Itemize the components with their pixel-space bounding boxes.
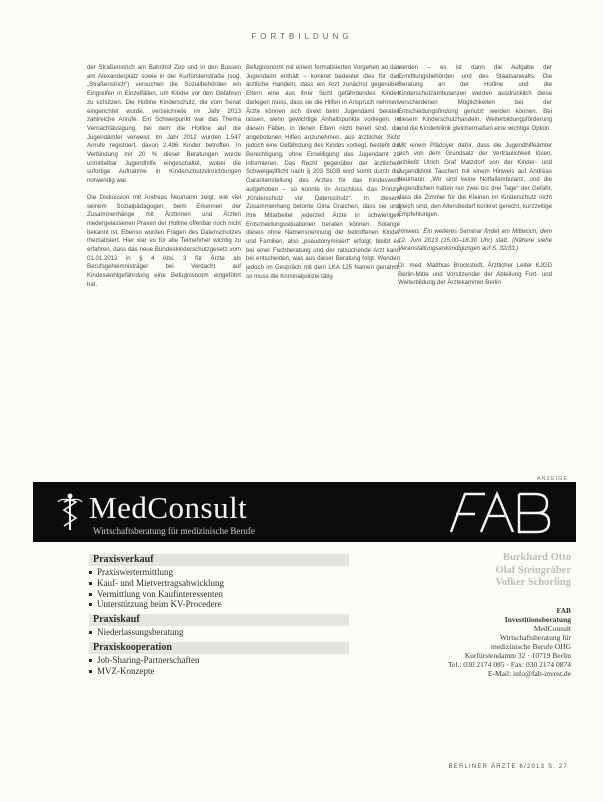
fab-address-line: medizinische Berufe OHG [491, 641, 571, 651]
fab-address-line: Tel.: 030 2174 085 · Fax: 030 2174 0874 [447, 659, 571, 669]
fab-address-line: Wirtschaftsberatung für [499, 632, 571, 642]
service-item: Vermittlung von Kaufinteressenten [89, 589, 349, 600]
service-group [89, 614, 349, 638]
service-list [89, 550, 349, 679]
partner-name: Olaf Steingräber [495, 564, 571, 576]
service-group-title: Praxiskooperation [89, 642, 349, 654]
service-group [89, 642, 349, 677]
article-paragraph: werden – es ist dann die Aufgabe der Ermittlungsbehörden und des Staatsanwalts. Die Beratung an der Hotline und die Kinderschutzambulanzen werden ausdrücklich diese verschiedenen Möglichkeiten bei der Entscheidungsfindung genutzt werden können. Bei diesem Kinderschutzhandeln, Weiterbildungsförderung und die Kinderklinik gleichermaßen eine wichtige Option. [398, 64, 552, 132]
article-paragraph: Die Diskussion mit Andreas Neumann zeigt, wie viel seinem Sozialpädagogen beim Erkennen der Zusammenhänge mit Ärztinnen und Ärzten niedergelassenen Praxen der Hotline offenbar noch nicht bekannt ist. Ebenso wurden Fragen des Datenschutzes thematisiert. Hier war es für alle Teilnehmer wichtig zu erfahren, dass das neue Bundeskinderschutzgesetz vom 01.01.2012 in § 4 Abs. 3 für Ärzte als Berufsgeheimnisträger bei Verdacht auf Kindeswohlgefährdung eine Befugnisnorm eingeführt hat. [87, 193, 241, 288]
partner-name: Volker Schorling [495, 577, 571, 588]
service-group-title: Praxisverkauf [89, 554, 349, 566]
fab-name: FAB [556, 605, 571, 615]
fab-logo [445, 486, 555, 538]
brand-name: MedConsult [89, 490, 248, 525]
fab-address-line: MedConsult [533, 623, 571, 633]
service-item: Niederlassungsberatung [89, 627, 349, 638]
article-column-3 [398, 64, 552, 296]
ad-banner [33, 482, 576, 542]
service-item: Unterstützung beim KV-Procedere [89, 599, 349, 610]
service-item: Job-Sharing-Partnerschaften [89, 655, 349, 666]
service-group-title: Praxiskauf [89, 614, 349, 626]
caduceus-icon [55, 492, 85, 532]
service-item: Praxiswertermittlung [89, 567, 349, 578]
advertisement [33, 482, 576, 678]
partner-name: Burkhard Otto [503, 552, 571, 563]
journal-footer: BERLINER ÄRZTE 6/2013 S. 27 [448, 764, 568, 770]
brand-tagline: Wirtschaftsberatung für medizinische Berufe [93, 526, 255, 536]
article-paragraph: Mit einem Plädoyer dafür, dass die Jugendhilfeämter sich von dem Grundsatz der Vertraulichkeit lösen, schließt Ulrich Graf Matzdorf von der Kinder- und Jugendklinik Tauchert mit einem Hinweis auf Andreas Neumann: „Wir sind keine Notfallambulanz, und die Jugendlichen hatten nur zwei bis drei Tage“ der Gefahr, dass die Zimmer für die Kleinen im Kinderschutz nicht gleich sind, den Altersbedarf konkret gerecht, kurzzeitige Empfehlungen. [398, 141, 552, 219]
service-item: Kauf- und Mietvertragsabwicklung [89, 578, 349, 589]
ad-label: ANZEIGE [536, 476, 568, 482]
fab-email: E-Mail: info@fab-invest.de [487, 668, 571, 678]
author-credit: Dr. med. Matthias Brockstedt, Ärztlicher Leiter KJGD Berlin-Mitte und Vorsitzender der Abteilung Fort- und Weiterbildung der Ärztekammer Berlin [398, 262, 552, 287]
contact-block [403, 552, 571, 678]
fab-contact [403, 606, 571, 678]
seminar-note: Hinweis: Ein weiteres Seminar findet am Mittwoch, dem 12. Juni 2013 (15.00–18.30 Uhr) statt. (Nähere siehe Veranstaltungsankündigungen auf S. 32/33.) [398, 227, 552, 253]
article-paragraph: Befugnisnorm mit einem formalisierten Vorgehen an das Jugendamt enthält – konkret bedeutet dies für das ärztliche Handeln, dass ein Arzt zunächst gegenüber Eltern eine aus ihrer Sicht gefährdendes Kindes darlegen muss, dass sie die Hilfen in Anspruch nehmen. Ärzte können sich direkt beim Jugendamt beraten lassen, wenn gewichtige Anhaltspunkte vorliegen. In diesen Fällen, in denen Eltern nicht bereit sind, die angebotenen Hilfen anzunehmen, aus ärztlicher Sicht jedoch eine Gefährdung des Kindes vorliegt, besteht die Berechtigung, ohne Einwilligung das Jugendamt zu informieren. Das Recht gegenüber der ärztlichen Schweigepflicht nach § 203 StGB wird somit durch die Garantenstellung des Arztes für das Kindeswohl aufgehoben – so konnte im Anschluss das Prinzip „Kinderschutz vor Datenschutz“. In diesem Zusammenhang betonte Gina Graichen, dass sie und ihre Mitarbeiter jederzeit Ärzte in schwierigen Entscheidungssituationen beraten können. Solange dieses ohne Namensnennung der betroffenen Kinder und Familien, also „pseudonymisiert“ erfolgt, bleibt es bei einer Fachberatung und der ratsuchende Arzt kann bei entscheiden, was aus dieser Beratung folgt. Wenden jedoch im Gespräch mit dem LKA 125 Namen genannt, so muss die Kriminalpolizei tätig [246, 64, 400, 280]
article-column-2 [246, 64, 400, 290]
article-column-1 [87, 64, 241, 298]
article-paragraph: der Straßenstrich am Bahnhof Zoo und in den Bussen am Alexanderplatz sowie in der Kurfürstenstraße (sog. „Straßenstrich“) versuchen die Sozialbehörden ein Eingreifen in Einzelfällen, um Kinder vor den Gefahren zu schützen. Die Hotline Kinderschutz, die vom Senat eingerichtet wurde, verzeichnete im Jahr 2013 zahlreiche Anrufe. Ein Schwerpunkt war das Thema Vernachlässigung, bei dem die Hotline auf die Jugendämter verweist. Im Jahr 2012 wurden 1.547 Anrufe registriert, davon 2.496 Kinder betroffen. In Verbindung mit 20 % dieser Beratungen wurde unmittelbar Jugendhilfe eingeschaltet, wobei die sofortige Aufnahme in Kinderschutzeinrichtungen notwendig war. [87, 64, 241, 185]
fab-subtitle: Investitionsberatung [504, 614, 571, 624]
service-item: MVZ-Konzepte [89, 666, 349, 677]
service-group [89, 554, 349, 610]
fab-address-line: Kurfürstendamm 32 · 10719 Berlin [464, 650, 571, 660]
section-header: FORTBILDUNG [251, 32, 353, 41]
